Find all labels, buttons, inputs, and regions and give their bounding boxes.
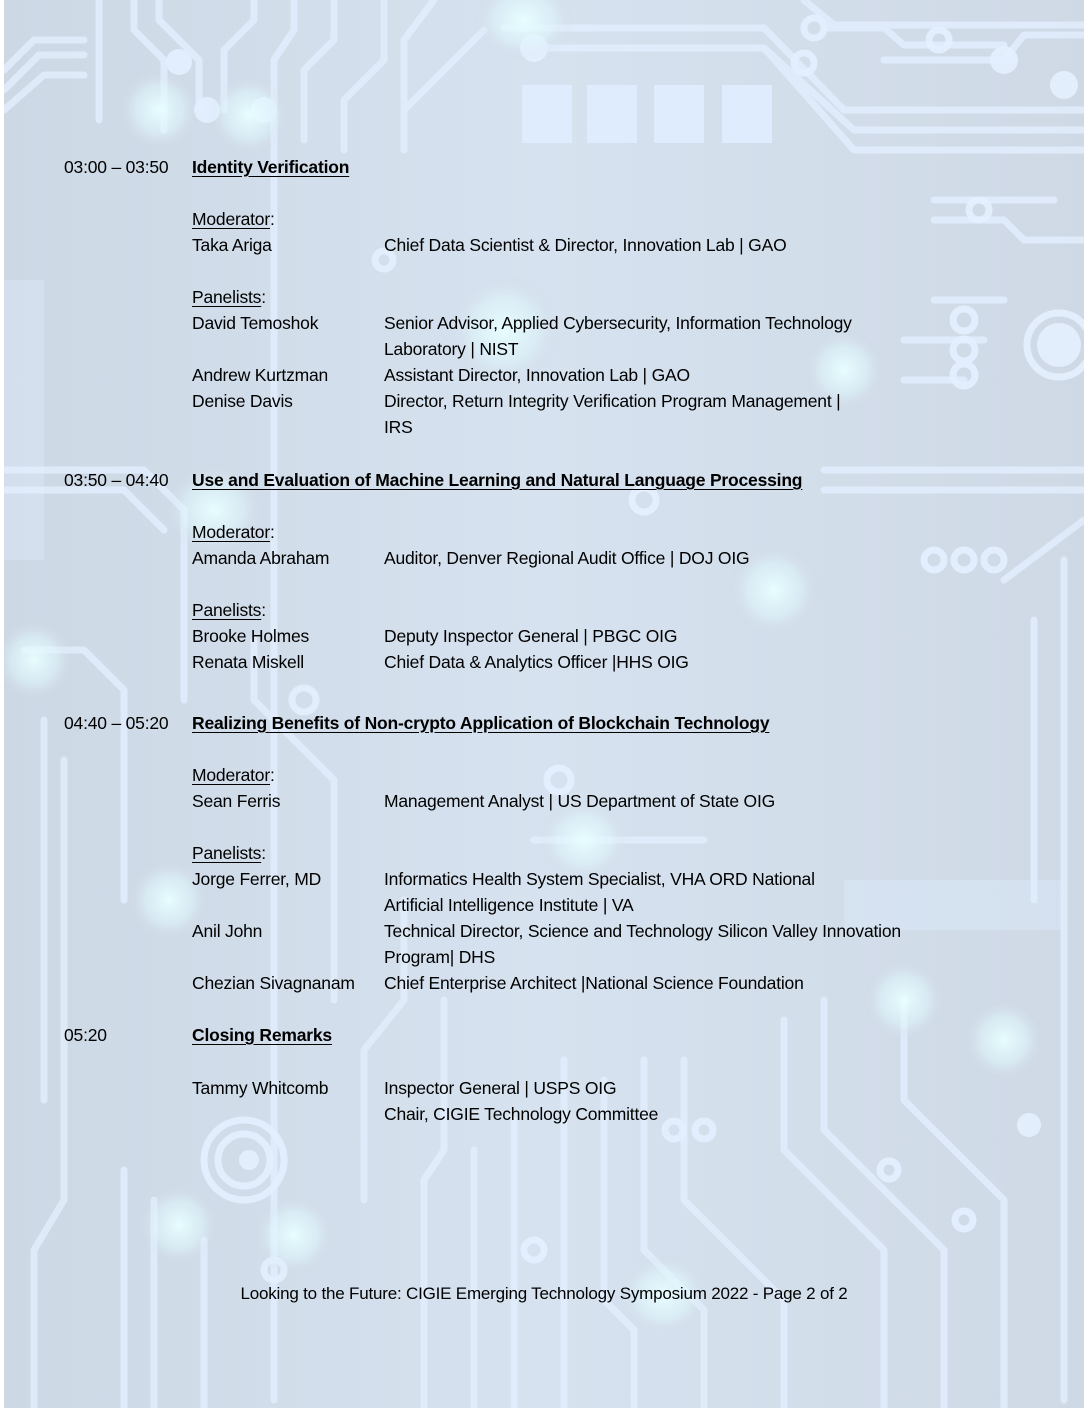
panelist-role-cont: Program| DHS — [384, 947, 496, 967]
session-title: Realizing Benefits of Non-crypto Application of Blockchain Technology — [192, 713, 770, 733]
moderator-name: Taka Ariga — [192, 235, 272, 255]
moderator-label-text: Moderator — [192, 765, 270, 785]
panelists-label-text: Panelists — [192, 843, 262, 863]
moderator-role: Auditor, Denver Regional Audit Office | DOJ OIG — [384, 548, 750, 568]
panelist-role: Chief Enterprise Architect |National Science Foundation — [384, 973, 804, 993]
moderator-label: Moderator: — [192, 522, 275, 542]
panelist-name: Andrew Kurtzman — [192, 365, 329, 385]
speaker-role-cont: Chair, CIGIE Technology Committee — [384, 1104, 659, 1124]
panelist-role-cont: Laboratory | NIST — [384, 339, 519, 359]
panelist-name: Chezian Sivagnanam — [192, 973, 355, 993]
moderator-role: Chief Data Scientist & Director, Innovation Lab | GAO — [384, 235, 787, 255]
panelist-role: Assistant Director, Innovation Lab | GAO — [384, 365, 690, 385]
panelist-name: Anil John — [192, 921, 263, 941]
panelist-role-cont: IRS — [384, 417, 413, 437]
speaker-name: Tammy Whitcomb — [192, 1078, 329, 1098]
session-title: Use and Evaluation of Machine Learning and Natural Language Processing — [192, 470, 803, 490]
moderator-name: Amanda Abraham — [192, 548, 330, 568]
session-title: Closing Remarks — [192, 1025, 332, 1045]
panelist-role-cont: Artificial Intelligence Institute | VA — [384, 895, 634, 915]
moderator-label: Moderator: — [192, 209, 275, 229]
agenda-content — [4, 0, 1084, 1408]
panelist-name: David Temoshok — [192, 313, 319, 333]
panelist-name: Denise Davis — [192, 391, 293, 411]
panelists-label-text: Panelists — [192, 600, 262, 620]
document-page — [4, 0, 1084, 1408]
session-time: 04:40 – 05:20 — [64, 713, 169, 733]
speaker-role: Inspector General | USPS OIG — [384, 1078, 617, 1098]
panelist-role: Technical Director, Science and Technology Silicon Valley Innovation — [384, 921, 901, 941]
panelist-role: Deputy Inspector General | PBGC OIG — [384, 626, 678, 646]
panelists-label: Panelists: — [192, 600, 266, 620]
panelist-role: Informatics Health System Specialist, VHA ORD National — [384, 869, 815, 889]
moderator-role: Management Analyst | US Department of State OIG — [384, 791, 776, 811]
panelist-role: Chief Data & Analytics Officer |HHS OIG — [384, 652, 689, 672]
moderator-label-text: Moderator — [192, 209, 270, 229]
moderator-label-text: Moderator — [192, 522, 270, 542]
panelist-name: Brooke Holmes — [192, 626, 310, 646]
session-title: Identity Verification — [192, 157, 350, 177]
panelist-role: Director, Return Integrity Verification Program Management | — [384, 391, 841, 411]
moderator-label: Moderator: — [192, 765, 275, 785]
panelist-name: Jorge Ferrer, MD — [192, 869, 322, 889]
session-time: 03:50 – 04:40 — [64, 470, 169, 490]
panelist-role: Senior Advisor, Applied Cybersecurity, Information Technology — [384, 313, 852, 333]
session-time: 05:20 — [64, 1025, 107, 1045]
session-time: 03:00 – 03:50 — [64, 157, 169, 177]
panelists-label-text: Panelists — [192, 287, 262, 307]
panelists-label: Panelists: — [192, 287, 266, 307]
page-footer: Looking to the Future: CIGIE Emerging Technology Symposium 2022 - Page 2 of 2 — [240, 1284, 848, 1303]
moderator-name: Sean Ferris — [192, 791, 281, 811]
panelists-label: Panelists: — [192, 843, 266, 863]
panelist-name: Renata Miskell — [192, 652, 304, 672]
